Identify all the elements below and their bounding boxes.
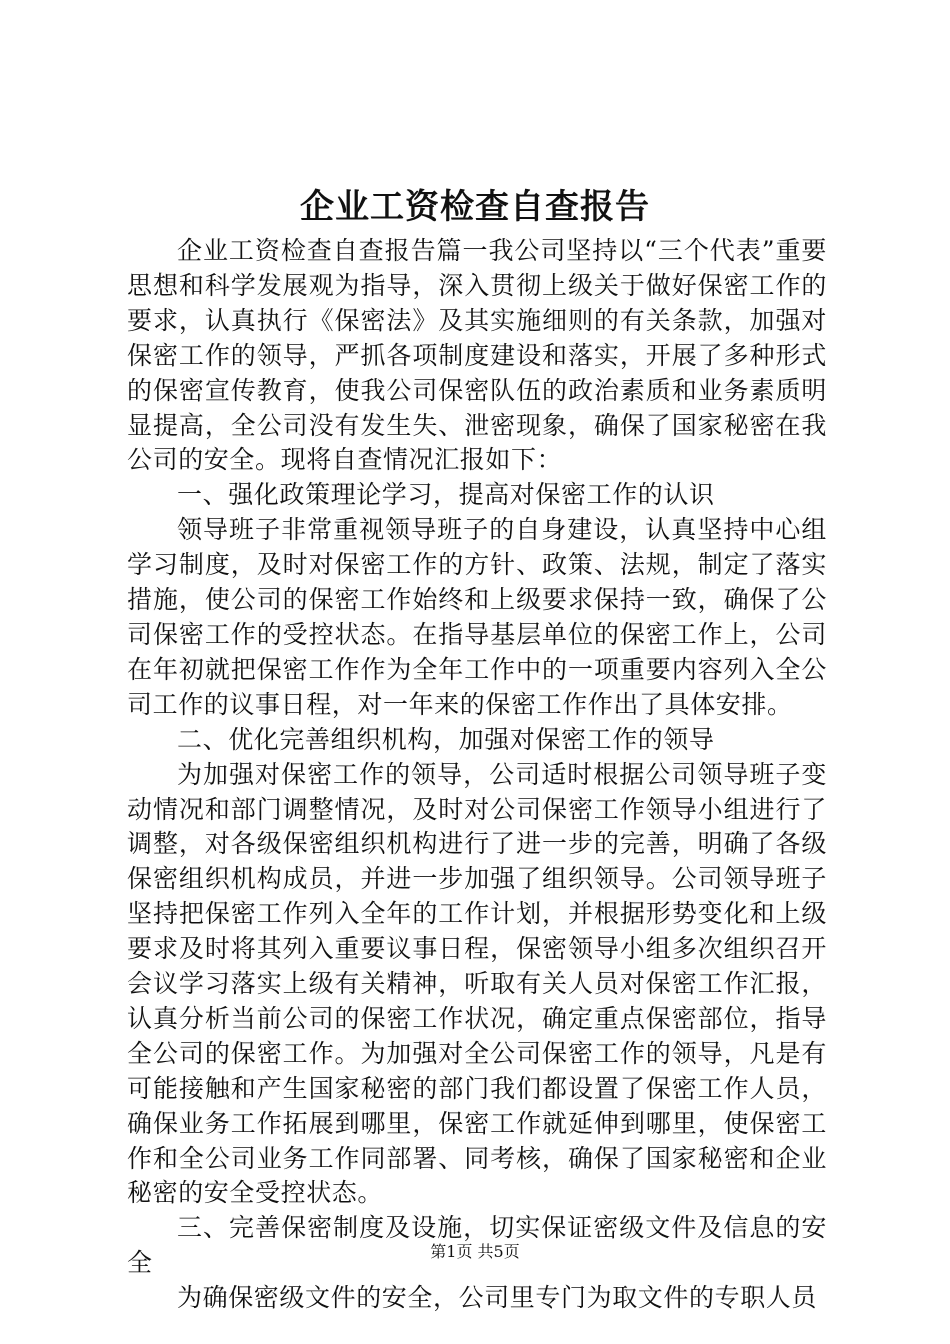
section-heading-1: 一、强化政策理论学习，提高对保密工作的认识 [177,480,715,510]
paragraph-section-1: 领导班子非常重视领导班子的自身建设，认真坚持中心组学习制度，及时对保密工作的方针、政策、法规，制定了落实措施，使公司的保密工作始终和上级要求保持一致，确保了公司保密工作的受控状态。在指导基层单位的保密工作上，公司在年初就把保密工作作为全年工作中的一项重要内容列入全公司工作的议事日程，对一年来的保密工作作出了具体安排。 [127,515,827,719]
document-body [127,234,827,1316]
paragraph-section-2: 为加强对保密工作的领导，公司适时根据公司领导班子变动情况和部门调整情况，及时对公司保密工作领导小组进行了调整，对各级保密组织机构进行了进一步的完善，明确了各级保密组织机构成员，并进一步加强了组织领导。公司领导班子坚持把保密工作列入全年的工作计划，并根据形势变化和上级要求及时将其列入重要议事日程，保密领导小组多次组织召开会议学习落实上级有关精神，听取有关人员对保密工作汇报，认真分析当前公司的保密工作状况，确定重点保密部位，指导全公司的保密工作。为加强对全公司保密工作的领导，凡是有可能接触和产生国家秘密的部门我们都设置了保密工作人员，确保业务工作拓展到哪里，保密工作就延伸到哪里，使保密工作和全公司业务工作同部署、同考核，确保了国家秘密和企业秘密的安全受控状态。 [127,759,827,1208]
document-title: 企业工资检查自查报告 [300,187,650,227]
page-number-footer: 第1页 共5页 [430,1242,520,1261]
section-heading-3: 三、完善保密制度及设施，切实保证密级文件及信息的安全 [127,1213,827,1278]
paragraph-section-3: 为确保密级文件的安全，公司里专门为取文件的专职人员 [177,1283,818,1313]
section-heading-2: 二、优化完善组织机构，加强对保密工作的领导 [177,724,715,754]
paragraph-intro: 企业工资检查自查报告篇一我公司坚持以“三个代表”重要思想和科学发展观为指导，深入贯彻上级关于做好保密工作的要求，认真执行《保密法》及其实施细则的有关条款，加强对保密工作的领导，严抓各项制度建设和落实，开展了多种形式的保密宣传教育，使我公司保密队伍的政治素质和业务素质明显提高，全公司没有发生失、泄密现象，确保了国家秘密在我公司的安全。现将自查情况汇报如下： [127,236,827,475]
